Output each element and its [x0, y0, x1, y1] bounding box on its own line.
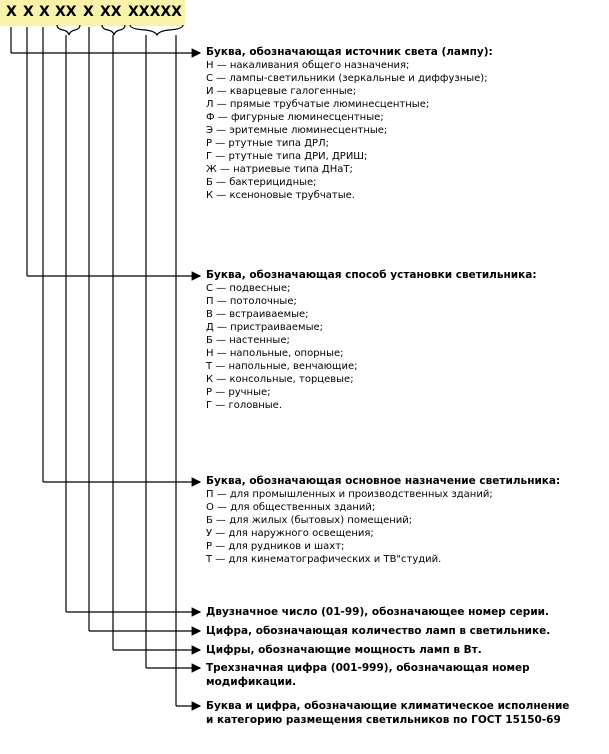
mounting-method-block	[206, 269, 537, 412]
purpose-title: Буква, обозначающая основное назначение светильника:	[206, 475, 561, 487]
list-item: Н — напольные, опорные;	[206, 348, 344, 359]
list-item: Д — пристраиваемые;	[206, 322, 323, 333]
list-item: Г — ртутные типа ДРИ, ДРИШ;	[206, 151, 368, 162]
list-item: Т — напольные, венчающие;	[206, 361, 358, 372]
list-item: Г — головные.	[206, 400, 282, 411]
list-item: П — для промышленных и производственных зданий;	[206, 489, 493, 500]
code-symbol-3: Х	[39, 4, 50, 20]
code-symbol-2: Х	[23, 4, 34, 20]
list-item: Р — ртутные типа ДРЛ;	[206, 138, 329, 149]
code-symbol-4: ХХ	[55, 4, 77, 20]
code-symbol-7: ХХХХХ	[128, 4, 182, 20]
list-item: Б — для жилых (бытовых) помещений;	[206, 515, 413, 526]
climate-category-label: Буква и цифра, обозначающие климатическое исполнение и категорию размещения светильников по ГОСТ 15150-69	[206, 700, 570, 726]
list-item: Б — бактерицидные;	[206, 177, 317, 188]
purpose-block	[206, 475, 560, 566]
list-item: Р — ручные;	[206, 387, 271, 398]
list-item: В — встраиваемые;	[206, 309, 309, 320]
list-item: У — для наружного освещения;	[206, 528, 374, 539]
list-item: С — подвесные;	[206, 283, 291, 294]
list-item: С — лампы-светильники (зеркальные и диффузные);	[206, 73, 488, 84]
list-item: Т — для кинематографических и ТВ"студий.	[206, 554, 442, 565]
list-item: Э — эритемные люминесцентные;	[206, 125, 388, 136]
list-item: Р — для рудников и шахт;	[206, 541, 345, 552]
code-symbol-5: Х	[83, 4, 94, 20]
light-source-title: Буква, обозначающая источник света (лампу):	[206, 46, 493, 58]
mounting-method-title: Буква, обозначающая способ установки светильника:	[206, 269, 537, 281]
list-item: К — консольные, торцевые;	[206, 374, 354, 385]
code-symbol-1: Х	[6, 4, 17, 20]
series-number-label: Двузначное число (01-99), обозначающее номер серии.	[206, 606, 550, 618]
list-item: Н — накаливания общего назначения;	[206, 60, 410, 71]
list-item: К — ксеноновые трубчатые.	[206, 190, 355, 201]
list-item: П — потолочные;	[206, 296, 297, 307]
code-symbol-6: ХХ	[100, 4, 122, 20]
light-source-block	[206, 46, 493, 202]
modification-number-label: Трехзначная цифра (001-999), обозначающая номер модификации.	[206, 662, 530, 688]
list-item: И — кварцевые галогенные;	[206, 86, 357, 97]
lamp-count-label: Цифра, обозначающая количество ламп в светильнике.	[206, 625, 551, 637]
list-item: Б — настенные;	[206, 335, 290, 346]
list-item: Ф — фигурные люминесцентные;	[206, 112, 384, 123]
list-item: О — для общественных зданий;	[206, 502, 376, 513]
list-item: Ж — натриевые типа ДНаТ;	[206, 164, 353, 175]
list-item: Л — прямые трубчатые люминесцентные;	[206, 99, 430, 110]
lamp-power-label: Цифры, обозначающие мощность ламп в Вт.	[206, 644, 482, 656]
